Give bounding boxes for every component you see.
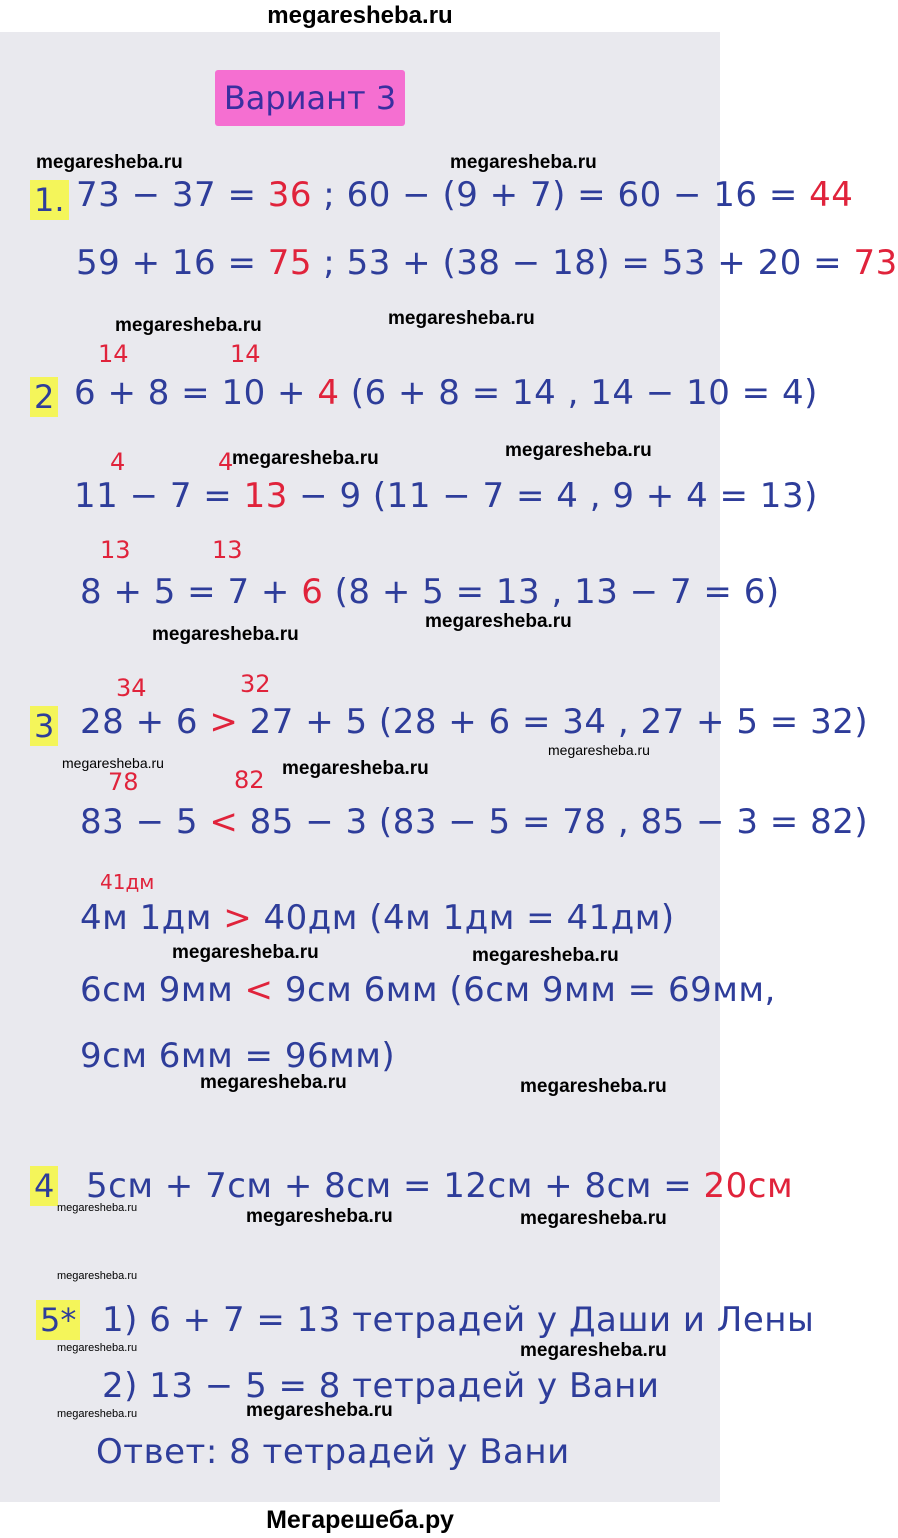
watermark: megaresheba.ru [57, 1270, 138, 1282]
watermark: megaresheba.ru [520, 1340, 667, 1361]
task-1-number: 1. [30, 180, 69, 220]
task-2-number: 2 [30, 377, 58, 417]
task-2-line-1-annotation-left: 14 [98, 340, 129, 368]
watermark: megaresheba.ru [520, 1076, 667, 1097]
task-3-line-1-annotation-right: 32 [240, 670, 271, 698]
task-4-line: 5см + 7см + 8см = 12см + 8см = 20см [86, 1166, 794, 1206]
task-5-line-1: 1) 6 + 7 = 13 тетрадей у Даши и Лены [102, 1300, 815, 1340]
watermark: megaresheba.ru [425, 611, 572, 632]
task-5-answer: Ответ: 8 тетрадей у Вани [96, 1432, 570, 1472]
task-2-line-1-annotation-right: 14 [230, 340, 261, 368]
watermark: megaresheba.ru [115, 315, 262, 336]
watermark: megaresheba.ru [36, 152, 183, 173]
task-3-line-2-annotation-left: 78 [108, 768, 139, 796]
task-2-line-3: 8 + 5 = 7 + 6 (8 + 5 = 13 , 13 − 7 = 6) [80, 572, 780, 612]
task-3-line-1: 28 + 6 > 27 + 5 (28 + 6 = 34 , 27 + 5 = 32) [80, 702, 869, 742]
task-3-line-2: 83 − 5 < 85 − 3 (83 − 5 = 78 , 85 − 3 = 82) [80, 802, 869, 842]
page-title: Вариант 3 [215, 70, 405, 126]
watermark: megaresheba.ru [548, 742, 650, 758]
task-3-line-3: 4м 1дм > 40дм (4м 1дм = 41дм) [80, 898, 675, 938]
task-2-line-2-annotation-right: 4 [218, 448, 234, 476]
task-3-line-4: 6см 9мм < 9см 6мм (6см 9мм = 69мм, [80, 970, 776, 1010]
watermark: megaresheba.ru [472, 945, 619, 966]
task-2-line-3-annotation-left: 13 [100, 536, 131, 564]
task-3-line-3-annotation: 41дм [100, 870, 155, 894]
watermark: megaresheba.ru [172, 942, 319, 963]
watermark: megaresheba.ru [232, 448, 379, 469]
task-2-line-1: 6 + 8 = 10 + 4 (6 + 8 = 14 , 14 − 10 = 4) [74, 373, 818, 413]
task-3-line-1-annotation-left: 34 [116, 674, 147, 702]
task-3-number: 3 [30, 706, 58, 746]
watermark: megaresheba.ru [200, 1072, 347, 1093]
watermark: megaresheba.ru [505, 440, 652, 461]
task-3-line-2-annotation-right: 82 [234, 766, 265, 794]
task-2-line-2: 11 − 7 = 13 − 9 (11 − 7 = 4 , 9 + 4 = 13) [74, 476, 818, 516]
watermark: megaresheba.ru [246, 1400, 393, 1421]
site-footer: Мегарешеба.ру [0, 1502, 720, 1538]
watermark: megaresheba.ru [450, 152, 597, 173]
task-5-number: 5* [36, 1300, 80, 1340]
task-2-line-2-annotation-left: 4 [110, 448, 126, 476]
watermark: megaresheba.ru [388, 308, 535, 329]
watermark: megaresheba.ru [57, 1408, 138, 1420]
watermark: megaresheba.ru [152, 624, 299, 645]
task-5-line-2: 2) 13 − 5 = 8 тетрадей у Вани [102, 1366, 660, 1406]
watermark: megaresheba.ru [57, 1202, 138, 1214]
task-1-line-2: 59 + 16 = 75 ; 53 + (38 − 18) = 53 + 20 = 73 [76, 243, 898, 283]
watermark: megaresheba.ru [57, 1342, 138, 1354]
task-4-number: 4 [30, 1166, 58, 1206]
watermark: megaresheba.ru [282, 758, 429, 779]
site-header: megaresheba.ru [0, 0, 720, 32]
watermark: megaresheba.ru [62, 755, 164, 771]
task-1-line-1: 73 − 37 = 36 ; 60 − (9 + 7) = 60 − 16 = 44 [76, 175, 854, 215]
task-2-line-3-annotation-right: 13 [212, 536, 243, 564]
watermark: megaresheba.ru [520, 1208, 667, 1229]
task-3-line-5: 9см 6мм = 96мм) [80, 1036, 396, 1076]
watermark: megaresheba.ru [246, 1206, 393, 1227]
